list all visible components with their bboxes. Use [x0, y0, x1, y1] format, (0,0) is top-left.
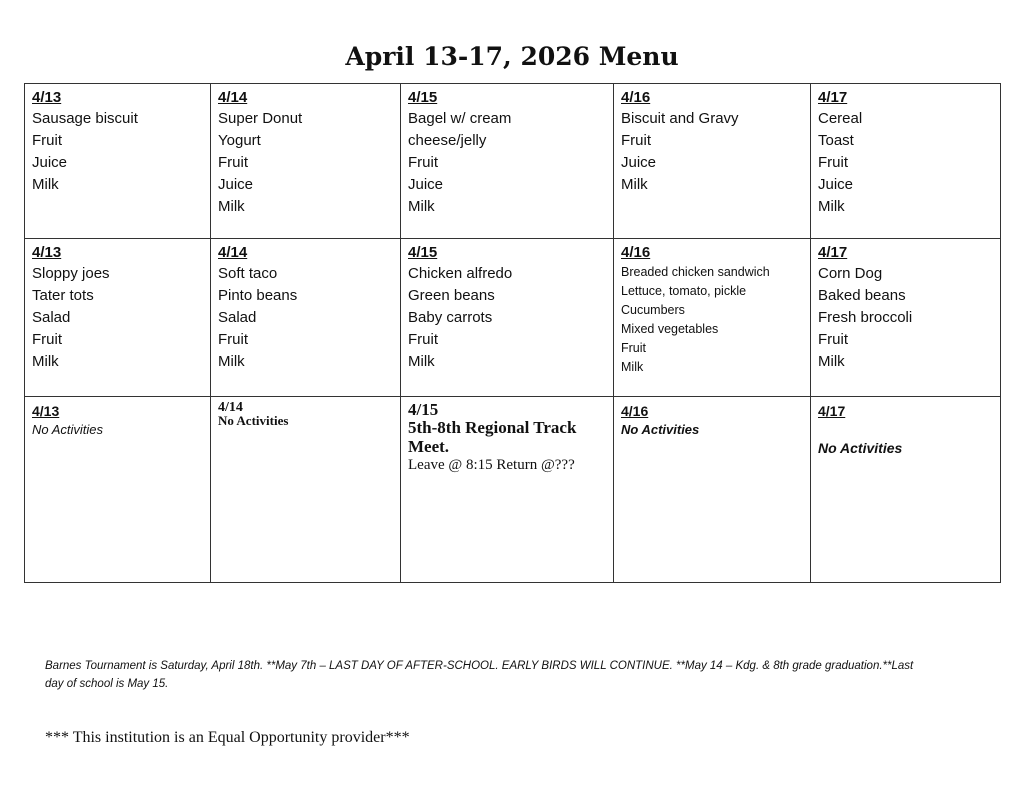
cell-item: Bagel w/ cream — [408, 110, 512, 127]
lunch-cell-4-15 — [401, 239, 614, 397]
cell-item: 5th-8th Regional Track Meet. — [408, 418, 577, 456]
cell-item: Mixed vegetables — [621, 322, 719, 336]
cell-item: Tater tots — [32, 287, 94, 304]
cell-date: 4/17 — [818, 244, 848, 261]
cell-date: 4/13 — [32, 244, 62, 261]
cell-item: No Activities — [818, 440, 903, 456]
cell-item: Juice — [218, 176, 254, 193]
cell-date: 4/16 — [621, 244, 651, 261]
cell-item: Milk — [218, 353, 245, 370]
breakfast-cell-4-15 — [401, 84, 614, 239]
cell-date: 4/14 — [218, 89, 248, 106]
cell-item: Milk — [818, 198, 845, 215]
cell-item: Cereal — [818, 110, 863, 127]
breakfast-cell-4-14 — [211, 84, 401, 239]
cell-item: Baked beans — [818, 287, 906, 304]
cell-item: No Activities — [218, 413, 289, 428]
activities-cell-4-15 — [401, 397, 614, 582]
cell-date: 4/14 — [218, 400, 243, 415]
cell-item: Milk — [218, 198, 245, 215]
cell-date: 4/16 — [621, 403, 649, 419]
cell-item: Leave @ 8:15 Return @??? — [408, 457, 575, 473]
cell-item: Juice — [32, 154, 68, 171]
cell-date: 4/13 — [32, 403, 60, 419]
cell-item: Milk — [32, 176, 59, 193]
cell-item: Lettuce, tomato, pickle — [621, 284, 747, 298]
cell-item: Pinto beans — [218, 287, 298, 304]
cell-item: Fruit — [818, 154, 848, 171]
activities-cell-4-13 — [25, 397, 211, 582]
lunch-cell-4-13 — [25, 239, 211, 397]
cell-date: 4/17 — [818, 403, 846, 419]
equal-opportunity-statement: *** This institution is an Equal Opportunity provider*** — [45, 729, 410, 746]
cell-item: Fruit — [32, 132, 62, 149]
cell-item: Fruit — [32, 331, 62, 348]
cell-item: Corn Dog — [818, 265, 883, 282]
cell-item: Chicken alfredo — [408, 265, 513, 282]
activities-cell-4-14 — [211, 397, 401, 582]
cell-item: Juice — [408, 176, 444, 193]
cell-item: Fresh broccoli — [818, 309, 913, 326]
cell-item: Biscuit and Gravy — [621, 110, 739, 127]
cell-date: 4/14 — [218, 244, 248, 261]
lunch-cell-4-14 — [211, 239, 401, 397]
cell-item: Yogurt — [218, 132, 261, 149]
activities-cell-4-16 — [614, 397, 811, 582]
cell-item: Toast — [818, 132, 854, 149]
cell-date: 4/15 — [408, 244, 438, 261]
breakfast-cell-4-13 — [25, 84, 211, 239]
page-title: April 13-17, 2026 Menu — [345, 42, 679, 71]
cell-item: No Activities — [621, 422, 700, 437]
cell-item: Salad — [32, 309, 71, 326]
cell-item: Milk — [32, 353, 59, 370]
cell-item: Sloppy joes — [32, 265, 110, 282]
cell-item: Juice — [621, 154, 657, 171]
cell-item: Baby carrots — [408, 309, 493, 326]
cell-date: 4/17 — [818, 89, 848, 106]
cell-item: Fruit — [218, 154, 248, 171]
breakfast-cell-4-16 — [614, 84, 811, 239]
cell-item: Salad — [218, 309, 257, 326]
cell-item: Green beans — [408, 287, 495, 304]
cell-item: Super Donut — [218, 110, 303, 127]
cell-item: Fruit — [621, 341, 646, 355]
activities-cell-4-17 — [811, 397, 1000, 582]
cell-item: Fruit — [818, 331, 848, 348]
cell-item: Fruit — [408, 331, 438, 348]
cell-item: Fruit — [408, 154, 438, 171]
cell-date: 4/15 — [408, 400, 439, 419]
cell-item: No Activities — [32, 422, 104, 437]
cell-item: Milk — [621, 176, 648, 193]
cell-date: 4/13 — [32, 89, 62, 106]
cell-item: Fruit — [218, 331, 248, 348]
lunch-cell-4-16 — [614, 239, 811, 397]
cell-item: Cucumbers — [621, 303, 685, 317]
cell-item: Soft taco — [218, 265, 278, 282]
cell-item: Sausage biscuit — [32, 110, 138, 127]
cell-item: Milk — [408, 198, 435, 215]
cell-item: Juice — [818, 176, 854, 193]
cell-item: cheese/jelly — [408, 132, 487, 149]
lunch-cell-4-17 — [811, 239, 1000, 397]
breakfast-cell-4-17 — [811, 84, 1000, 239]
cell-date: 4/15 — [408, 89, 438, 106]
menu-table — [24, 83, 1001, 583]
cell-item: Fruit — [621, 132, 651, 149]
cell-date: 4/16 — [621, 89, 651, 106]
cell-item: Milk — [818, 353, 845, 370]
cell-item: Breaded chicken sandwich — [621, 265, 770, 279]
cell-item: Milk — [621, 360, 644, 374]
footer-note: Barnes Tournament is Saturday, April 18th. **May 7th – LAST DAY OF AFTER-SCHOOL. EARLY BIRDS WILL CONTINUE. **May 14 – Kdg. & 8th grade graduation.**Last day of school is May 15. — [45, 660, 914, 690]
cell-item: Milk — [408, 353, 435, 370]
